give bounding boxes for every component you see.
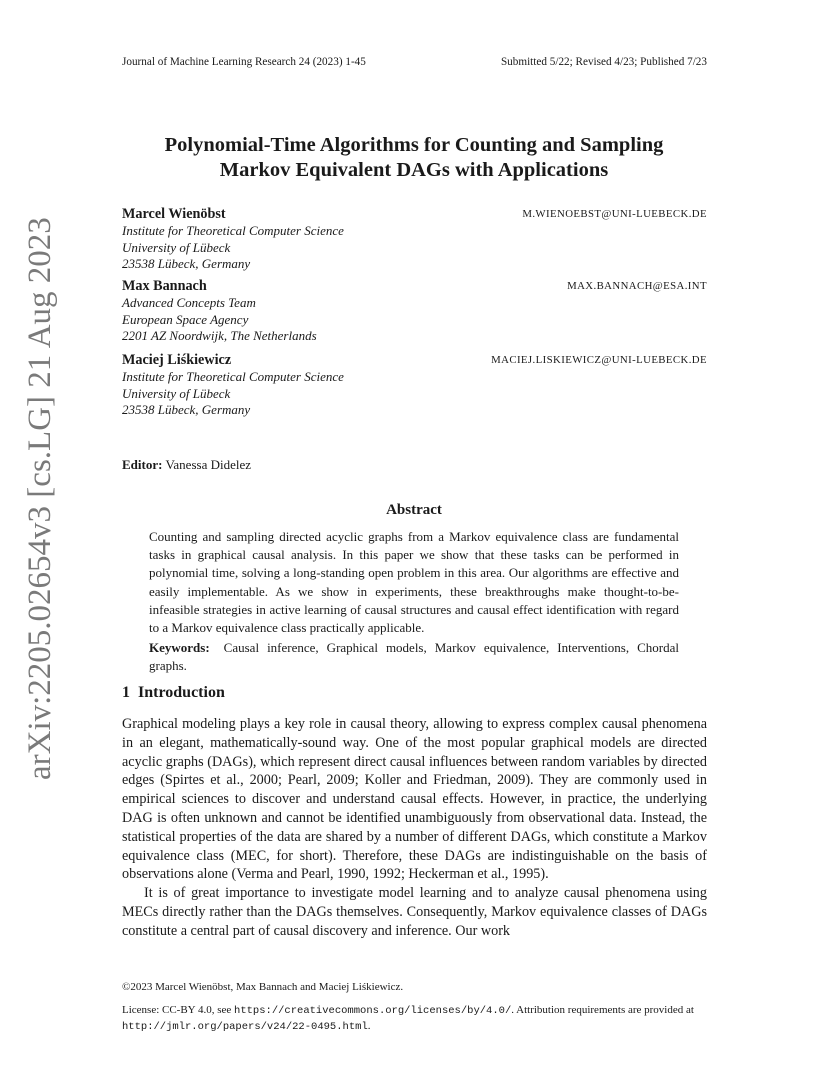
author-name: Marcel Wienöbst (122, 206, 226, 222)
author-block (122, 206, 707, 273)
section-body (122, 715, 707, 941)
author-affiliation-line: University of Lübeck (122, 385, 231, 401)
author-email[interactable]: MACIEJ.LISKIEWICZ@UNI-LUEBECK.DE (491, 354, 707, 366)
license-mid: . Attribution requirements are provided at (511, 1004, 694, 1016)
author-affiliation-line: University of Lübeck (122, 239, 231, 255)
paper-link[interactable]: http://jmlr.org/papers/v24/22-0495.html (122, 1020, 368, 1033)
author-affiliation-line: Institute for Theoretical Computer Science (122, 369, 344, 384)
body-paragraph: It is of great importance to investigate model learning and to analyze causal phenomena using MECs directly rather than the DAGs themselves. Consequently, Markov equivalence classes of DAGs constitute a central part of causal discovery and inference. Our work (122, 885, 707, 939)
author-affiliation-line: Advanced Concepts Team (122, 295, 256, 310)
abstract-heading: Abstract (386, 502, 442, 518)
author-affiliation-line: 23538 Lübeck, Germany (122, 402, 251, 418)
author-block (122, 352, 707, 419)
license-link[interactable]: https://creativecommons.org/licenses/by/4.0/ (234, 1005, 512, 1017)
abstract-text: Counting and sampling directed acyclic graphs from a Markov equivalence class are fundamental tasks in graphical causal analysis. In this paper we show that these tasks can be performed in polynomial time, solving a long-standing open problem in this area. Our algorithms are effective and easily implementable. As we show in experiments, these breakthroughs make thought-to-be-infeasible strategies in active learning of causal structures and causal effect identification with regard to a Markov equivalence class practically applicable. (149, 529, 679, 636)
author-email[interactable]: M.WIENOEBST@UNI-LUEBECK.DE (522, 208, 707, 220)
editor-line (122, 457, 251, 473)
copyright-notice: ©2023 Marcel Wienöbst, Max Bannach and Maciej Liśkiewicz. (122, 981, 404, 993)
license-notice (122, 1003, 707, 1034)
section-number: 1 (122, 684, 130, 701)
title-line-1: Polynomial-Time Algorithms for Counting and Sampling (164, 134, 664, 156)
author-name: Max Bannach (122, 278, 207, 294)
author-affiliation-line: 23538 Lübeck, Germany (122, 256, 251, 272)
keywords-line (149, 639, 679, 675)
license-end: . (367, 1019, 371, 1032)
body-paragraph: Graphical modeling plays a key role in causal theory, allowing to express complex causal phenomena in an elegant, mathematically-sound way. One of the most popular graphical models are directed acyclic graphs (DAGs), which represent direct causal influences between random variables by directed edges (Spirtes et al., 2000; Pearl, 2009; Koller and Friedman, 2009). They are commonly used in empirical sciences to discover and understand causal effects. However, in practice, the underlying DAG is often unknown and cannot be identified unambiguously from observational data. Instead, the statistical properties of the data are shared by a number of different DAGs, which constitute a Markov equivalence class (MEC, for short). Therefore, these DAGs are indistinguishable on the basis of observations alone (Verma and Pearl, 1990, 1992; Heckerman et al., 1995). (122, 716, 707, 883)
keywords-text: Causal inference, Graphical models, Markov equivalence, Interventions, Chordal graphs. (149, 640, 679, 674)
license-prefix: License: CC-BY 4.0, see (122, 1004, 235, 1016)
paper-title (100, 133, 728, 183)
author-affiliation-line: Institute for Theoretical Computer Science (122, 223, 344, 238)
running-header-dates: Submitted 5/22; Revised 4/23; Published 7/23 (500, 56, 707, 68)
author-block (122, 278, 707, 345)
title-line-2: Markov Equivalent DAGs with Applications (219, 159, 609, 181)
section-heading (122, 684, 225, 702)
running-header-journal: Journal of Machine Learning Research 24 (2023) 1-45 (122, 56, 366, 68)
section-title: Introduction (138, 684, 225, 701)
editor-label: Editor: (122, 457, 163, 472)
abstract-body (149, 528, 679, 676)
keywords-label: Keywords: (149, 640, 210, 656)
author-affiliation-line: 2201 AZ Noordwijk, The Netherlands (122, 328, 317, 344)
author-affiliation-line: European Space Agency (122, 311, 249, 327)
author-name: Maciej Liśkiewicz (122, 352, 232, 368)
arxiv-watermark: arXiv:2205.02654v3 [cs.LG] 21 Aug 2023 (22, 217, 58, 780)
author-email[interactable]: MAX.BANNACH@ESA.INT (567, 280, 707, 292)
editor-name: Vanessa Didelez (165, 457, 252, 472)
